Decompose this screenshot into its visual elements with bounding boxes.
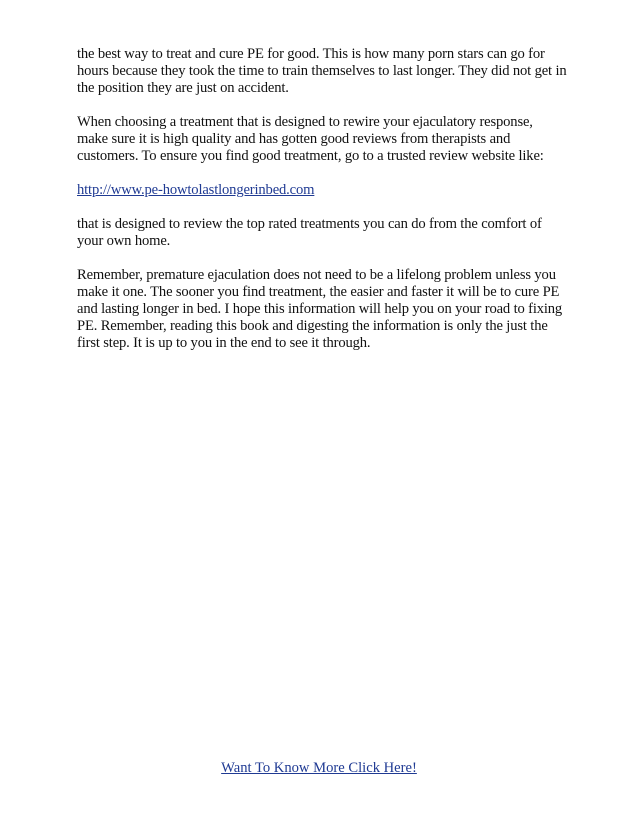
want-to-know-more-link[interactable]: Want To Know More Click Here!: [221, 760, 417, 776]
paragraph-choosing-treatment: When choosing a treatment that is designed to rewire your ejaculatory response, make sure it is high quality and has gotten good reviews from therapists and customers. To ensure you find good treatment, go to a trusted review website like:: [77, 114, 544, 164]
paragraph-review-purpose: that is designed to review the top rated treatments you can do from the comfort of your own home.: [77, 216, 542, 249]
review-site-link[interactable]: http://www.pe-howtolastlongerinbed.com: [77, 182, 315, 198]
document-body: [77, 46, 567, 369]
footer: [0, 760, 638, 777]
paragraph-conclusion: Remember, premature ejaculation does not need to be a lifelong problem unless you make it one. The sooner you find treatment, the easier and faster it will be to cure PE and lasting longer in bed. I hope this information will help you on your road to fixing PE. Remember, reading this book and digesting the information is only the just the first step. It is up to you in the end to see it through.: [77, 267, 563, 351]
paragraph-intro: the best way to treat and cure PE for good. This is how many porn stars can go for hours because they took the time to train themselves to last longer. They did not get in the position they are just on accident.: [77, 46, 567, 96]
review-site-link-paragraph: [77, 182, 567, 199]
